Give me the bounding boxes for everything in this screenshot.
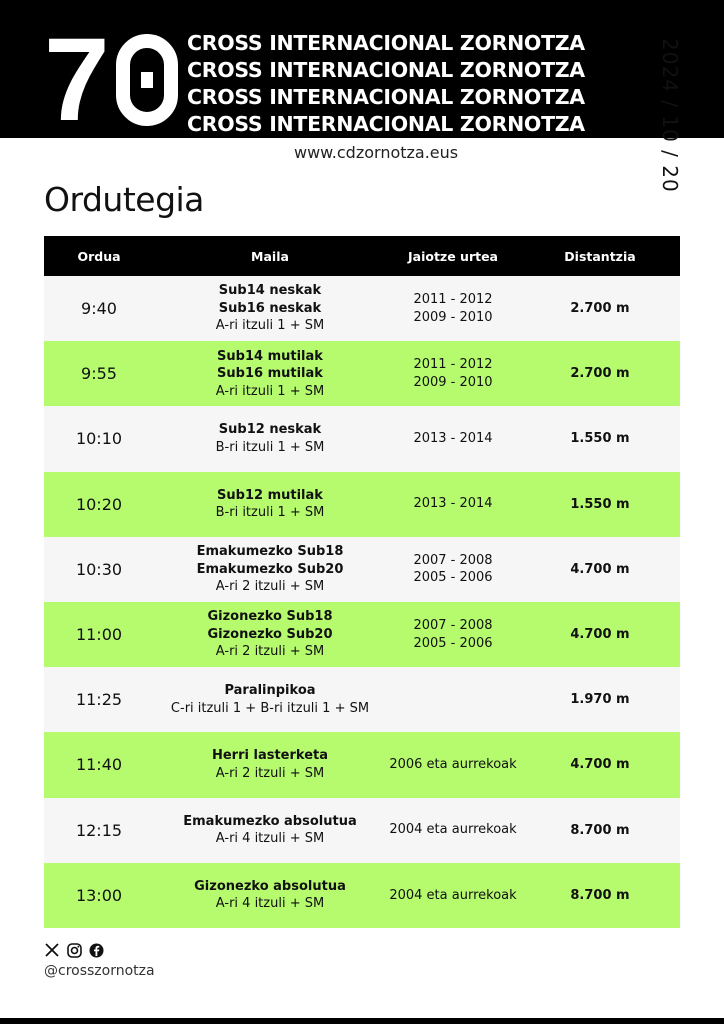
table-row	[44, 798, 680, 863]
birth-year-range: 2007 - 2008	[413, 618, 493, 634]
circuit-description: A-ri 2 itzuli + SM	[215, 644, 325, 660]
cell-category	[154, 487, 386, 522]
table-row	[44, 732, 680, 797]
cell-time: 10:30	[75, 559, 123, 579]
category-name: Sub14 neskak	[218, 283, 322, 299]
header-time: Ordua	[77, 248, 121, 264]
category-name: Gizonezko Sub18	[207, 609, 333, 625]
cell-distance: 2.700 m	[570, 301, 630, 317]
circuit-description: A-ri itzuli 1 + SM	[215, 318, 325, 334]
social-icons	[44, 942, 104, 958]
table-row	[44, 276, 680, 341]
cell-category	[154, 878, 386, 913]
cell-time: 11:00	[75, 625, 123, 645]
table-row	[44, 406, 680, 471]
cell-category	[154, 608, 386, 661]
cell-birth-year	[386, 430, 520, 448]
cell-distance: 4.700 m	[570, 561, 630, 577]
birth-year-range: 2011 - 2012	[413, 357, 493, 373]
cell-distance: 8.700 m	[570, 887, 630, 903]
header-banner	[0, 0, 724, 146]
cell-category	[154, 747, 386, 782]
category-name: Sub16 neskak	[218, 300, 322, 316]
cell-birth-year	[386, 495, 520, 513]
cell-category	[154, 282, 386, 335]
birth-year-range: 2009 - 2010	[413, 374, 493, 390]
category-name: Emakumezko Sub20	[196, 561, 344, 577]
cell-time: 9:40	[81, 299, 117, 319]
category-name: Sub12 neskak	[218, 422, 322, 438]
category-name: Emakumezko absolutua	[183, 813, 357, 829]
cell-time: 11:25	[75, 690, 123, 710]
edition-number-seven: 7	[44, 14, 106, 146]
category-name: Emakumezko Sub18	[196, 544, 344, 560]
birth-year-range: 2013 - 2014	[413, 496, 493, 512]
circuit-description: C-ri itzuli 1 + B-ri itzuli 1 + SM	[170, 700, 370, 716]
circuit-description: A-ri 4 itzuli + SM	[215, 896, 325, 912]
facebook-icon[interactable]	[88, 942, 104, 958]
cell-category	[154, 348, 386, 401]
birth-year-range: 2004 eta aurrekoak	[389, 887, 517, 903]
table-row	[44, 602, 680, 667]
cell-birth-year	[386, 552, 520, 587]
cell-time: 12:15	[75, 820, 123, 840]
cell-category	[154, 421, 386, 456]
birth-year-range: 2013 - 2014	[413, 431, 493, 447]
x-icon[interactable]	[44, 942, 60, 958]
cell-category	[154, 682, 386, 717]
cell-time: 13:00	[75, 885, 123, 905]
header-category: Maila	[251, 248, 289, 264]
birth-year-range: 2006 eta aurrekoak	[389, 757, 517, 773]
edition-number-zero-shape	[116, 34, 178, 126]
circuit-description: A-ri 4 itzuli + SM	[215, 831, 325, 847]
header-birth-year: Jaiotze urtea	[408, 248, 498, 264]
category-name: Herri lasterketa	[211, 748, 328, 764]
cell-distance: 1.970 m	[570, 692, 630, 708]
circuit-description: A-ri itzuli 1 + SM	[215, 383, 325, 399]
event-date: 2024 / 10 / 20	[658, 38, 682, 193]
circuit-description: B-ri itzuli 1 + SM	[215, 439, 325, 455]
bottom-bar	[0, 1018, 724, 1024]
category-name: Sub14 mutilak	[217, 348, 323, 364]
event-title-line: CROSS INTERNACIONAL ZORNOTZA	[187, 112, 585, 132]
birth-year-range: 2005 - 2006	[413, 570, 493, 586]
circuit-description: A-ri 2 itzuli + SM	[215, 579, 325, 595]
table-row	[44, 667, 680, 732]
category-name: Sub16 mutilak	[217, 366, 323, 382]
birth-year-range: 2004 eta aurrekoak	[389, 822, 517, 838]
cell-time: 10:20	[75, 494, 123, 514]
event-title-line: CROSS INTERNACIONAL ZORNOTZA	[187, 85, 585, 109]
page-title: Ordutegia	[44, 180, 204, 219]
cell-distance: 1.550 m	[570, 496, 630, 512]
table-header	[44, 236, 680, 276]
cell-birth-year	[386, 756, 520, 774]
table-row	[44, 472, 680, 537]
website-link[interactable]: www.cdzornotza.eus	[294, 143, 459, 162]
birth-year-range: 2005 - 2006	[413, 635, 493, 651]
category-name: Gizonezko Sub20	[207, 626, 333, 642]
cell-category	[154, 813, 386, 848]
event-title-stack	[187, 30, 607, 132]
cell-category	[154, 543, 386, 596]
header-distance: Distantzia	[564, 248, 636, 264]
category-name: Gizonezko absolutua	[194, 878, 346, 894]
cell-distance: 4.700 m	[570, 627, 630, 643]
cell-distance: 2.700 m	[570, 366, 630, 382]
instagram-icon[interactable]	[66, 942, 82, 958]
edition-number-70	[44, 14, 178, 146]
cell-birth-year	[386, 291, 520, 326]
cell-birth-year	[386, 617, 520, 652]
birth-year-range: 2011 - 2012	[413, 292, 493, 308]
social-handle[interactable]: @crosszornotza	[44, 963, 155, 979]
cell-birth-year	[386, 356, 520, 391]
circuit-description: A-ri 2 itzuli + SM	[215, 765, 325, 781]
table-row	[44, 341, 680, 406]
circuit-description: B-ri itzuli 1 + SM	[215, 505, 325, 521]
cell-distance: 1.550 m	[570, 431, 630, 447]
cell-time: 9:55	[81, 364, 117, 384]
cell-time: 11:40	[75, 755, 123, 775]
birth-year-range: 2007 - 2008	[413, 552, 493, 568]
table-row	[44, 537, 680, 602]
cell-time: 10:10	[75, 429, 123, 449]
event-title-line: CROSS INTERNACIONAL ZORNOTZA	[187, 31, 585, 55]
table-body	[44, 276, 680, 928]
cell-birth-year	[386, 821, 520, 839]
event-title-line: CROSS INTERNACIONAL ZORNOTZA	[187, 58, 585, 82]
cell-distance: 8.700 m	[570, 822, 630, 838]
category-name: Paralinpikoa	[224, 683, 316, 699]
cell-birth-year	[386, 887, 520, 905]
birth-year-range: 2009 - 2010	[413, 309, 493, 325]
table-row	[44, 863, 680, 928]
cell-distance: 4.700 m	[570, 757, 630, 773]
schedule-table	[44, 236, 680, 928]
category-name: Sub12 mutilak	[217, 487, 323, 503]
